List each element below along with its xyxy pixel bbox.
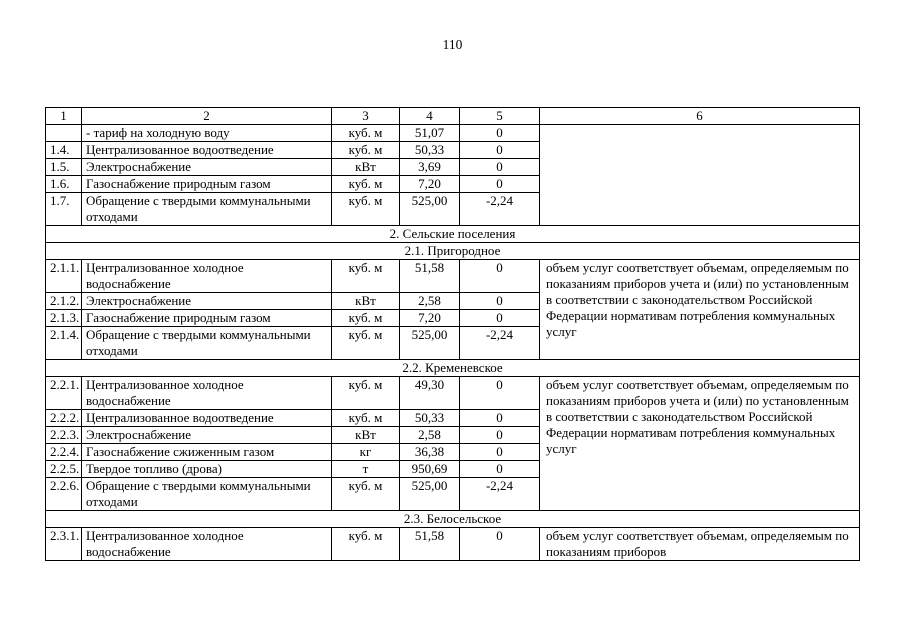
row-change: 0 bbox=[460, 125, 540, 142]
row-name: Централизованное водоотведение bbox=[82, 142, 332, 159]
table-row bbox=[46, 125, 860, 142]
table-row bbox=[46, 377, 860, 410]
row-number: 2.2.5. bbox=[46, 461, 82, 478]
row-value: 3,69 bbox=[400, 159, 460, 176]
row-name: Газоснабжение сжиженным газом bbox=[82, 444, 332, 461]
header-cell: 3 bbox=[332, 108, 400, 125]
row-unit: куб. м bbox=[332, 478, 400, 511]
row-change: 0 bbox=[460, 461, 540, 478]
row-unit: кВт bbox=[332, 159, 400, 176]
section-title: 2. Сельские поселения bbox=[46, 226, 860, 243]
section-row bbox=[46, 226, 860, 243]
row-value: 51,07 bbox=[400, 125, 460, 142]
row-value: 525,00 bbox=[400, 193, 460, 226]
header-cell: 2 bbox=[82, 108, 332, 125]
row-name: Обращение с твердыми коммунальными отходами bbox=[82, 478, 332, 511]
row-value: 525,00 bbox=[400, 478, 460, 511]
row-unit: куб. м bbox=[332, 142, 400, 159]
row-number: 2.2.4. bbox=[46, 444, 82, 461]
row-number: 2.2.3. bbox=[46, 427, 82, 444]
row-number: 2.2.6. bbox=[46, 478, 82, 511]
row-name: Газоснабжение природным газом bbox=[82, 310, 332, 327]
row-note: объем услуг соответствует объемам, определяемым по показаниям приборов учета и (или) по установленным в соответствии с законодательством Российской Федерации нормативам потребления коммунальных услуг bbox=[540, 377, 860, 511]
subsection-row bbox=[46, 511, 860, 528]
row-number: 2.1.3. bbox=[46, 310, 82, 327]
header-row bbox=[46, 108, 860, 125]
row-unit: куб. м bbox=[332, 410, 400, 427]
row-change: 0 bbox=[460, 176, 540, 193]
row-name: Электроснабжение bbox=[82, 159, 332, 176]
row-unit: куб. м bbox=[332, 176, 400, 193]
subsection-row bbox=[46, 360, 860, 377]
row-change: -2,24 bbox=[460, 478, 540, 511]
row-value: 50,33 bbox=[400, 410, 460, 427]
row-unit: куб. м bbox=[332, 193, 400, 226]
row-name: Централизованное холодное водоснабжение bbox=[82, 528, 332, 561]
row-unit: куб. м bbox=[332, 260, 400, 293]
row-number: 2.3.1. bbox=[46, 528, 82, 561]
subsection-row bbox=[46, 243, 860, 260]
row-number: 1.4. bbox=[46, 142, 82, 159]
row-value: 51,58 bbox=[400, 260, 460, 293]
row-value: 7,20 bbox=[400, 176, 460, 193]
row-change: 0 bbox=[460, 260, 540, 293]
row-name: Электроснабжение bbox=[82, 427, 332, 444]
row-note: объем услуг соответствует объемам, определяемым по показаниям приборов bbox=[540, 528, 860, 561]
row-change: 0 bbox=[460, 427, 540, 444]
row-name: - тариф на холодную воду bbox=[82, 125, 332, 142]
row-value: 7,20 bbox=[400, 310, 460, 327]
row-value: 36,38 bbox=[400, 444, 460, 461]
subsection-title: 2.1. Пригородное bbox=[46, 243, 860, 260]
row-name: Электроснабжение bbox=[82, 293, 332, 310]
row-change: 0 bbox=[460, 159, 540, 176]
row-name: Централизованное холодное водоснабжение bbox=[82, 260, 332, 293]
row-name: Твердое топливо (дрова) bbox=[82, 461, 332, 478]
row-change: -2,24 bbox=[460, 193, 540, 226]
row-value: 50,33 bbox=[400, 142, 460, 159]
row-name: Централизованное холодное водоснабжение bbox=[82, 377, 332, 410]
row-value: 950,69 bbox=[400, 461, 460, 478]
row-unit: куб. м bbox=[332, 327, 400, 360]
row-value: 51,58 bbox=[400, 528, 460, 561]
row-change: 0 bbox=[460, 410, 540, 427]
row-number: 2.2.2. bbox=[46, 410, 82, 427]
tariff-table bbox=[45, 107, 860, 561]
row-number: 2.1.2. bbox=[46, 293, 82, 310]
row-change: 0 bbox=[460, 310, 540, 327]
row-unit: куб. м bbox=[332, 528, 400, 561]
row-number: 1.6. bbox=[46, 176, 82, 193]
row-unit: куб. м bbox=[332, 377, 400, 410]
row-value: 2,58 bbox=[400, 293, 460, 310]
row-unit: т bbox=[332, 461, 400, 478]
row-name: Газоснабжение природным газом bbox=[82, 176, 332, 193]
row-note-empty bbox=[540, 125, 860, 226]
header-cell: 1 bbox=[46, 108, 82, 125]
page-number: 110 bbox=[442, 37, 463, 52]
header-cell: 6 bbox=[540, 108, 860, 125]
row-value: 2,58 bbox=[400, 427, 460, 444]
subsection-title: 2.2. Кременевское bbox=[46, 360, 860, 377]
row-note: объем услуг соответствует объемам, определяемым по показаниям приборов учета и (или) по установленным в соответствии с законодательством Российской Федерации нормативам потребления коммунальных услуг bbox=[540, 260, 860, 360]
row-change: -2,24 bbox=[460, 327, 540, 360]
row-unit: куб. м bbox=[332, 125, 400, 142]
row-number: 2.1.1. bbox=[46, 260, 82, 293]
row-change: 0 bbox=[460, 142, 540, 159]
row-number bbox=[46, 125, 82, 142]
row-number: 1.7. bbox=[46, 193, 82, 226]
row-name: Обращение с твердыми коммунальными отходами bbox=[82, 193, 332, 226]
header-cell: 4 bbox=[400, 108, 460, 125]
row-change: 0 bbox=[460, 444, 540, 461]
row-change: 0 bbox=[460, 377, 540, 410]
row-unit: кг bbox=[332, 444, 400, 461]
row-value: 49,30 bbox=[400, 377, 460, 410]
row-unit: куб. м bbox=[332, 310, 400, 327]
row-change: 0 bbox=[460, 528, 540, 561]
subsection-title: 2.3. Белосельское bbox=[46, 511, 860, 528]
row-name: Централизованное водоотведение bbox=[82, 410, 332, 427]
row-value: 525,00 bbox=[400, 327, 460, 360]
table-row bbox=[46, 260, 860, 293]
table-row bbox=[46, 528, 860, 561]
row-number: 1.5. bbox=[46, 159, 82, 176]
row-unit: кВт bbox=[332, 293, 400, 310]
row-number: 2.2.1. bbox=[46, 377, 82, 410]
header-cell: 5 bbox=[460, 108, 540, 125]
row-number: 2.1.4. bbox=[46, 327, 82, 360]
row-change: 0 bbox=[460, 293, 540, 310]
row-name: Обращение с твердыми коммунальными отходами bbox=[82, 327, 332, 360]
row-unit: кВт bbox=[332, 427, 400, 444]
